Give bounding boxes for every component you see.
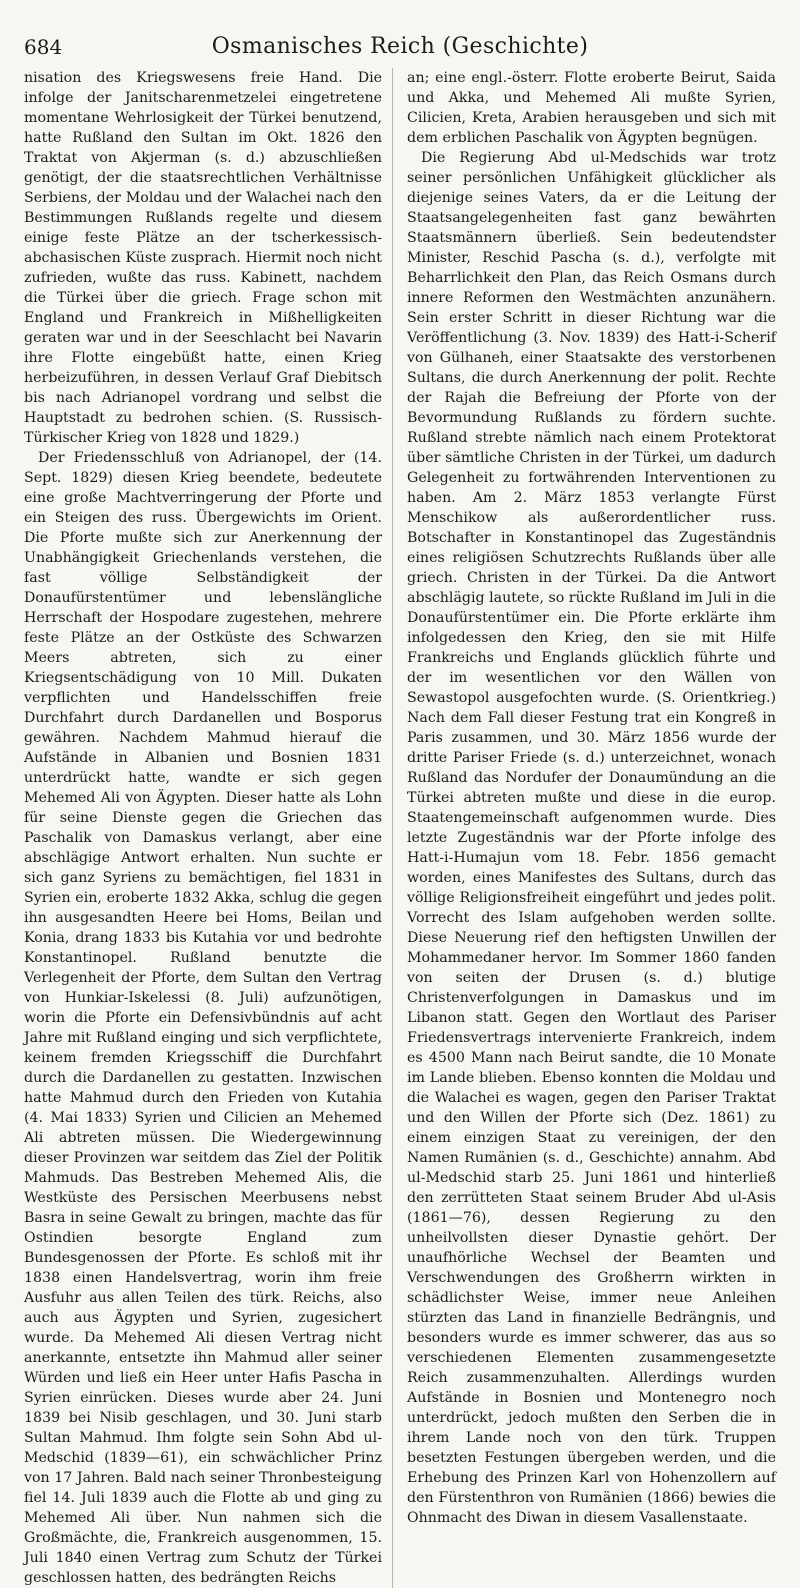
left-column <box>24 68 393 1588</box>
right-column <box>407 68 776 1588</box>
page-header <box>24 30 776 64</box>
paragraph: an; eine engl.-österr. Flotte eroberte Beirut, Saida und Akka, und Mehemed Ali mußte Syrien, Cilicien, Kreta, Arabien herausgeben und sich mit dem erblichen Paschalik von Ägypten begnügen. <box>407 70 776 146</box>
paragraph: nisation des Kriegswesens freie Hand. Die infolge der Janitscharenmetzelei eingetretene momentane Wehrlosigkeit der Türkei benutzend, hatte Rußland den Sultan im Okt. 1826 den Traktat von Akjerman (s. d.) abzuschließen genötigt, der die staatsrechtlichen Verhältnisse Serbiens, der Moldau und der Walachei nach den Bestimmungen Rußlands regelte und diesem einige feste Plätze an der tscherkessisch-abchasischen Küste zusprach. Hiermit noch nicht zufrieden, wußte das russ. Kabinett, nachdem die Türkei über die griech. Frage schon mit England und Frankreich in Mißhelligkeiten geraten war und in der Seeschlacht bei Navarin ihre Flotte eingebüßt hatte, einen Krieg herbeizuführen, in dessen Verlauf Graf Diebitsch bis nach Adrianopel vordrang und selbst die Hauptstadt zu bedrohen schien. (S. Russisch-Türkischer Krieg von 1828 und 1829.) <box>24 70 382 446</box>
paragraph: Der Friedensschluß von Adrianopel, der (14. Sept. 1829) diesen Krieg beendete, bedeutete eine große Machtverringerung der Pforte und ein Steigen des russ. Übergewichts im Orient. Die Pforte mußte sich zur Anerkennung der Unabhängigkeit Griechenlands verstehen, die fast völlige Selbständigkeit der Donaufürstentümer und lebenslängliche Herrschaft der Hospodare zugestehen, mehrere feste Plätze an der Ostküste des Schwarzen Meers abtreten, sich zu einer Kriegsentschädigung von 10 Mill. Dukaten verpflichten und Handelsschiffen freie Durchfahrt durch Dardanellen und Bosporus gewähren. Nachdem Mahmud hierauf die Aufstände in Albanien und Bosnien 1831 unterdrückt hatte, wandte er sich gegen Mehemed Ali von Ägypten. Dieser hatte als Lohn für seine Dienste gegen die Griechen das Paschalik von Damaskus verlangt, aber eine abschlägige Antwort erhalten. Nun suchte er sich ganz Syriens zu bemächtigen, fiel 1831 in Syrien ein, eroberte 1832 Akka, schlug die gegen ihn ausgesandten Heere bei Homs, Beilan und Konia, drang 1833 bis Kutahia vor und bedrohte Konstantinopel. Rußland benutzte die Verlegenheit der Pforte, dem Sultan den Vertrag von Hunkiar-Iskelessi (8. Juli) aufzunötigen, worin die Pforte ein Defensivbündnis auf acht Jahre mit Rußland einging und sich verpflichtete, keinem fremden Kriegsschiff die Durchfahrt durch die Dardanellen zu gestatten. Inzwischen hatte Mahmud durch den Frieden von Kutahia (4. Mai 1833) Syrien und Cilicien an Mehemed Ali abtreten müssen. Die Wiedergewinnung dieser Provinzen war seitdem das Ziel der Politik Mahmuds. Das Bestreben Mehemed Alis, die Westküste des Persischen Meerbusens nebst Basra in seine Gewalt zu bringen, machte das für Ostindien besorgte England zum Bundesgenossen der Pforte. Es schloß mit ihr 1838 einen Handelsvertrag, worin ihm freie Ausfuhr aus allen Teilen des türk. Reichs, also auch aus Ägypten und Syrien, zugesichert wurde. Da Mehemed Ali diesen Vertrag nicht anerkannte, entsetzte ihn Mahmud aller seiner Würden und ließ ein Heer unter Hafis Pascha in Syrien einrücken. Dieses wurde aber 24. Juni 1839 bei Nisib geschlagen, und 30. Juni starb Sultan Mahmud. Ihm folgte sein Sohn Abd ul-Medschid (1839—61), ein schwächlicher Prinz von 17 Jahren. Bald nach seiner Thronbesteigung fiel 14. Juli 1839 auch die Flotte ab und ging zu Mehemed Ali über. Nun nahmen sich die Großmächte, die, Frankreich ausgenommen, 15. Juli 1840 einen Vertrag zum Schutz der Türkei geschlossen hatten, des bedrängten Reichs <box>24 450 382 1586</box>
paragraph: Die Regierung Abd ul-Medschids war trotz seiner persönlichen Unfähigkeit glücklicher als diejenige seines Vaters, da er die Leitung der Staatsangelegenheiten fast ganz bewährten Staatsmännern überließ. Sein bedeutendster Minister, Reschid Pascha (s. d.), verfolgte mit Beharrlichkeit den Plan, das Reich Osmans durch innere Reformen den Westmächten anzunähern. Sein erster Schritt in dieser Richtung war die Veröffentlichung (3. Nov. 1839) des Hatt-i-Scherif von Gülhaneh, einer Staatsakte des verstorbenen Sultans, die durch Anerkennung der polit. Rechte der Rajah die Befreiung der Pforte von der Bevormundung Rußlands zu fördern suchte. Rußland strebte nämlich nach einem Protektorat über sämtliche Christen in der Türkei, um dadurch Gelegenheit zu fortwährenden Interventionen zu haben. Am 2. März 1853 verlangte Fürst Menschikow als außerordentlicher russ. Botschafter in Konstantinopel das Zugeständnis eines religiösen Schutzrechts Rußlands über alle griech. Christen in der Türkei. Da die Antwort abschlägig lautete, so rückte Rußland im Juli in die Donaufürstentümer ein. Die Pforte erklärte ihm infolgedessen den Krieg, den sie mit Hilfe Frankreichs und Englands glücklich führte und der im wesentlichen vor den Wällen von Sewastopol ausgefochten wurde. (S. Orientkrieg.) Nach dem Fall dieser Festung trat ein Kongreß in Paris zusammen, und 30. März 1856 wurde der dritte Pariser Friede (s. d.) unterzeichnet, wonach Rußland das Nordufer der Donaumündung an die Türkei abtreten mußte und diese in die europ. Staatengemeinschaft aufgenommen wurde. Dies letzte Zugeständnis war der Pforte infolge des Hatt-i-Humajun vom 18. Febr. 1856 gemacht worden, eines Manifestes des Sultans, durch das völlige Religionsfreiheit eingeführt und jedes polit. Vorrecht des Islam aufgehoben werden sollte. Diese Neuerung rief den heftigsten Unwillen der Mohammedaner hervor. Im Sommer 1860 fanden von seiten der Drusen (s. d.) blutige Christenverfolgungen in Damaskus und im Libanon statt. Gegen den Wortlaut des Pariser Friedensvertrags intervenierte Frankreich, indem es 4500 Mann nach Beirut sandte, die 10 Monate im Lande blieben. Ebenso konnten die Moldau und die Walachei es wagen, gegen den Pariser Traktat und den Willen der Pforte sich (Dez. 1861) zu einem einzigen Staat zu vereinigen, der den Namen Rumänien (s. d., Geschichte) annahm. Abd ul-Medschid starb 25. Juni 1861 und hinterließ den zerrütteten Staat seinem Bruder Abd ul-Asis (1861—76), dessen Regierung zu den unheilvollsten dieser Dynastie gehört. Der unaufhörliche Wechsel der Beamten und Verschwendungen des Großherrn wirkten in schädlichster Weise, immer neue Anleihen stürzten das Land in finanzielle Bedrängnis, und besonders wurde es immer schwerer, das aus so verschiedenen Elementen zusammengesetzte Reich zusammenzuhalten. Allerdings wurden Aufstände in Bosnien und Montenegro noch unterdrückt, jedoch mußten den Serben die in ihrem Lande noch von den türk. Truppen besetzten Festungen übergeben werden, und die Erhebung des Prinzen Karl von Hohenzollern auf den Fürstenthron von Rumänien (1866) bewies die Ohnmacht des Diwan in diesem Vasallenstaate. <box>407 150 776 1526</box>
page-number: 684 <box>24 35 63 59</box>
text-columns <box>24 68 776 1586</box>
running-title: Osmanisches Reich (Geschichte) <box>211 34 589 59</box>
